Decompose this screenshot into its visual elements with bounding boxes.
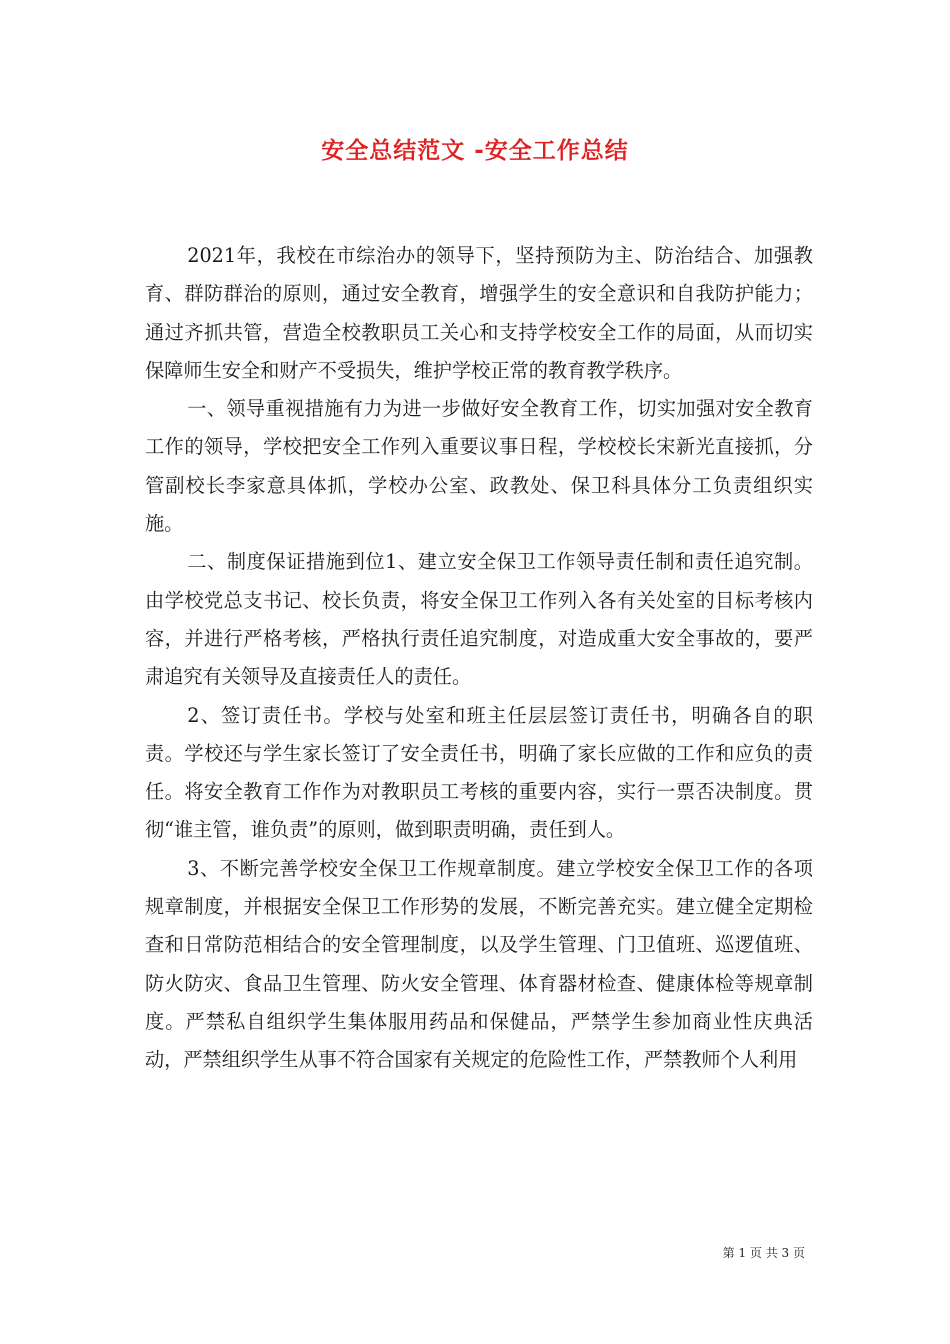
paragraph-item-2: 2、签订责任书。学校与处室和班主任层层签订责任书，明确各自的职责。学校还与学生家长签订了安全责任书，明确了家长应做的工作和应负的责任。将安全教育工作作为对教职员工考核的重要内容，实行一票否决制度。贯彻“谁主管，谁负责”的原则，做到职责明确，责任到人。 [145,703,813,842]
document-body [145,237,813,1080]
paragraph-intro: 2021年，我校在市综治办的领导下，坚持预防为主、防治结合、加强教育、群防群治的原则，通过安全教育，增强学生的安全意识和自我防护能力；通过齐抓共管，营造全校教职员工关心和支持学校安全工作的局面，从而切实保障师生安全和财产不受损失，维护学校正常的教育教学秩序。 [145,244,813,382]
page-number-footer: 第 1 页 共 3 页 [722,1246,805,1260]
paragraph-item-3: 3、不断完善学校安全保卫工作规章制度。建立学校安全保卫工作的各项规章制度，并根据安全保卫工作形势的发展，不断完善充实。建立健全定期检查和日常防范相结合的安全管理制度，以及学生管理、门卫值班、巡逻值班、防火防灾、食品卫生管理、防火安全管理、体育器材检查、健康体检等规章制度。严禁私自组织学生集体服用药品和保健品，严禁学生参加商业性庆典活动，严禁组织学生从事不符合国家有关规定的危险性工作，严禁教师个人利用 [145,856,813,1072]
paragraph-section-2: 二、制度保证措施到位1、建立安全保卫工作领导责任制和责任追究制。由学校党总支书记、校长负责，将安全保卫工作列入各有关处室的目标考核内容，并进行严格考核，严格执行责任追究制度，对造成重大安全事故的，要严肃追究有关领导及直接责任人的责任。 [145,550,813,689]
document-title: 安全总结范文 -安全工作总结 [321,138,629,164]
paragraph-section-1: 一、领导重视措施有力为进一步做好安全教育工作，切实加强对安全教育工作的领导，学校把安全工作列入重要议事日程，学校校长宋新光直接抓，分管副校长李家意具体抓，学校办公室、政教处、保卫科具体分工负责组织实施。 [145,397,813,536]
